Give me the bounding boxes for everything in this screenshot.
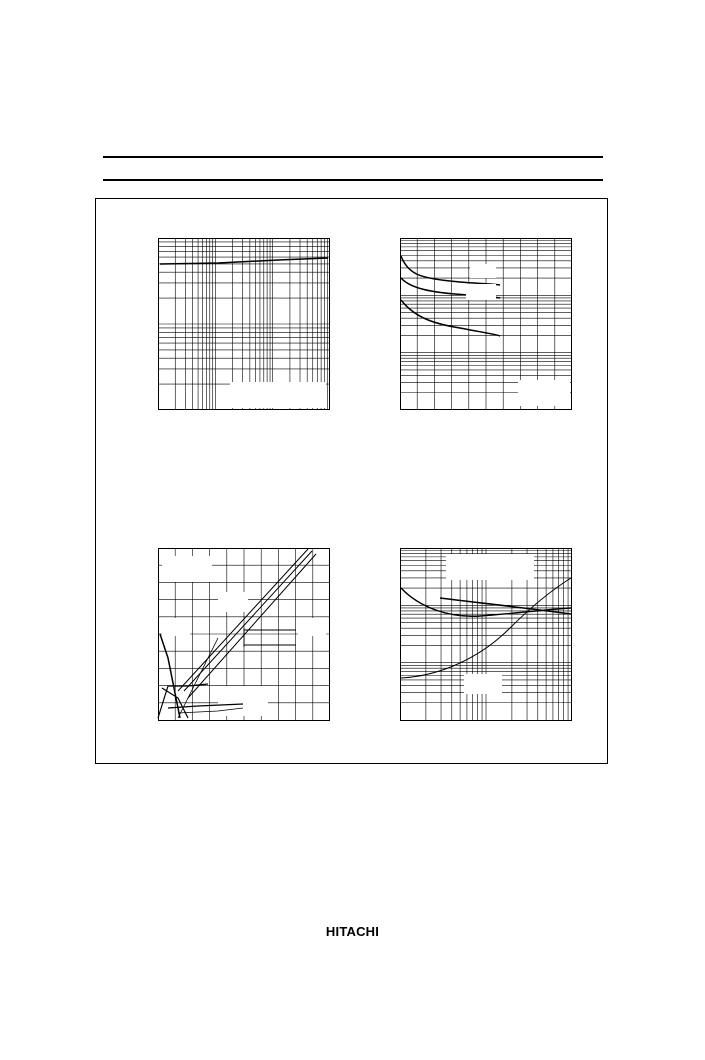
chart-bottom-left <box>158 548 330 721</box>
label-box-2 <box>466 284 496 300</box>
legend-box <box>518 380 570 406</box>
label-box-1 <box>162 556 212 582</box>
label-box-3 <box>162 618 190 636</box>
legend-box <box>446 554 534 580</box>
label-box-2 <box>218 592 248 612</box>
chart-bottom-right <box>400 548 572 721</box>
chart-top-right <box>400 238 572 410</box>
legend-box <box>230 382 326 408</box>
hitachi-logo: HITACHI <box>325 924 380 939</box>
label-box-1 <box>470 264 496 278</box>
label-box-5 <box>218 686 268 716</box>
chart-top-left <box>158 238 330 410</box>
header-rule-bottom <box>103 179 603 181</box>
label-box <box>464 674 502 694</box>
header-rule-top <box>103 156 603 158</box>
label-box-4 <box>298 618 326 636</box>
